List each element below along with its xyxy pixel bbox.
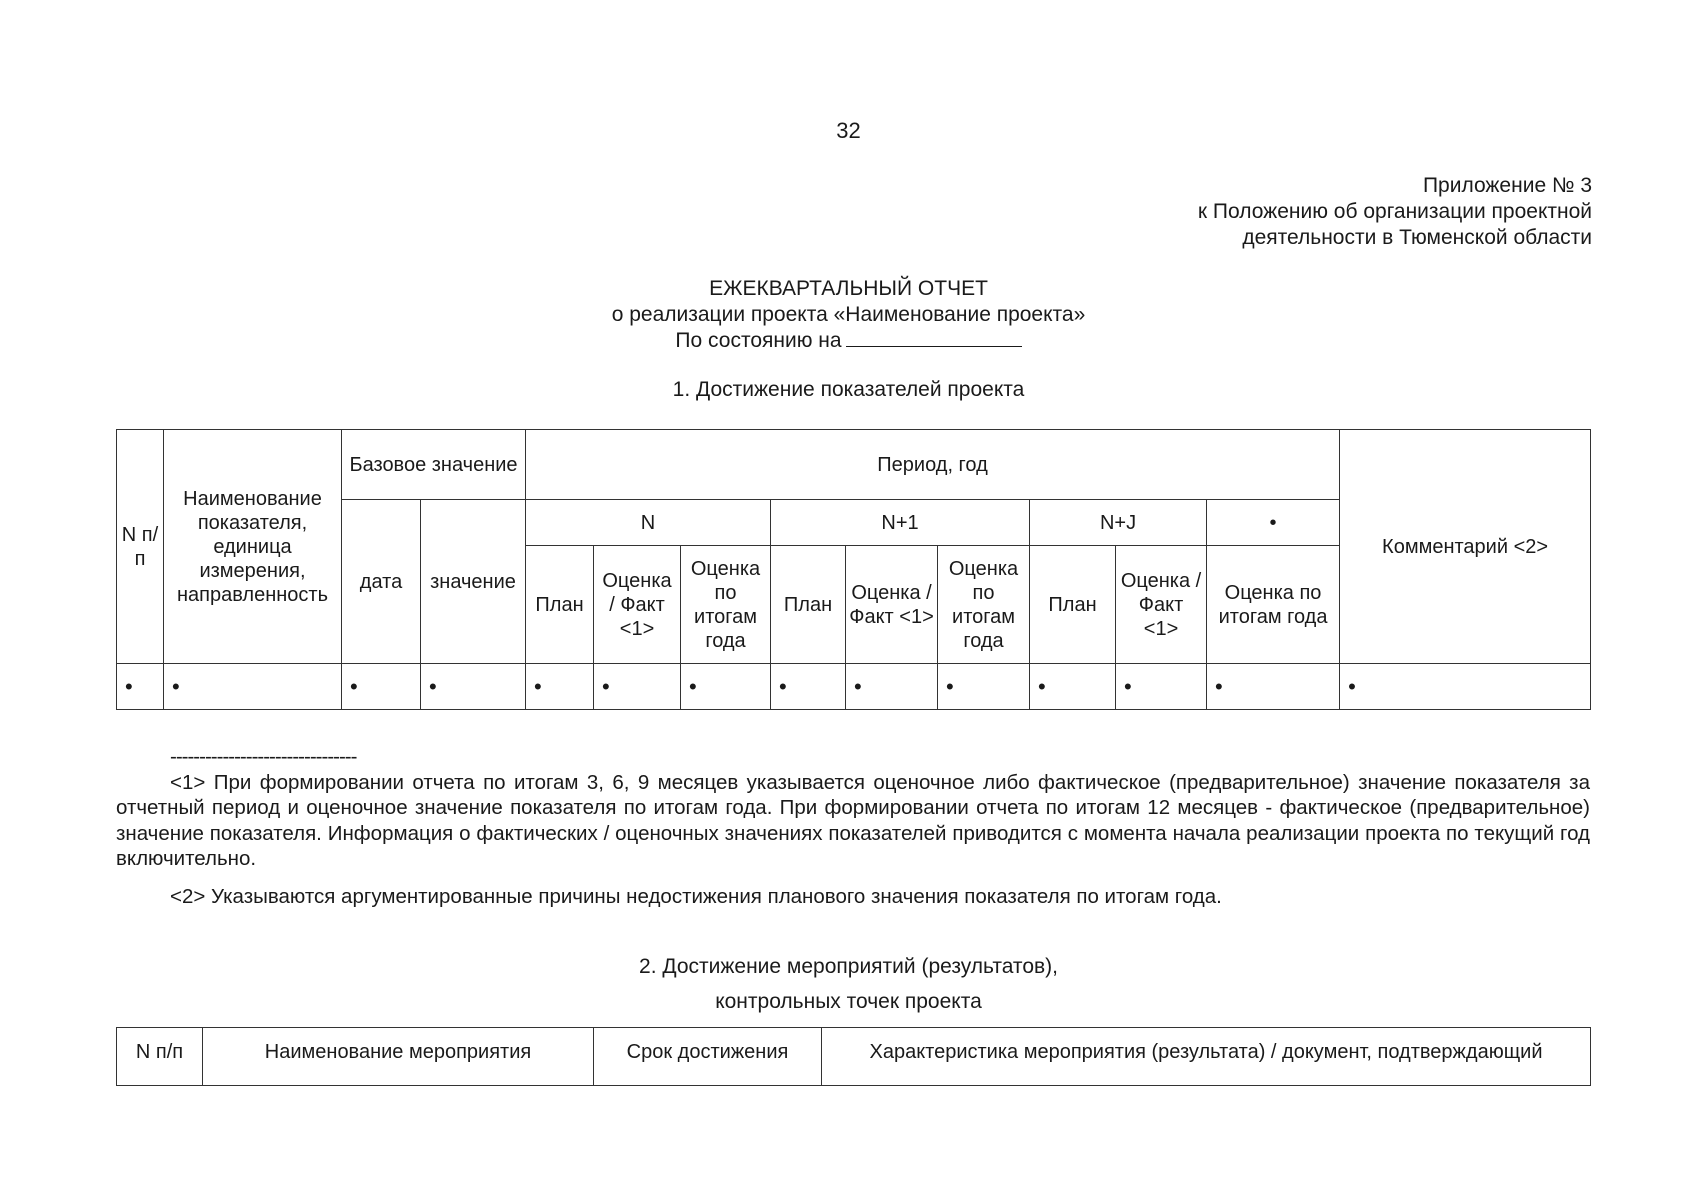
header-base-val: значение	[421, 500, 526, 664]
activities-header-row	[117, 1028, 1591, 1086]
header-n-estimate-fact: Оценка / Факт <1>	[594, 546, 681, 664]
header-year-n1: N+1	[771, 500, 1030, 546]
header-indicator-name: Наименование показателя, единица измерения, направленность	[164, 430, 342, 664]
report-date-line	[0, 328, 1697, 354]
table-cell: •	[1116, 664, 1207, 710]
section-1-title: 1. Достижение показателей проекта	[672, 378, 1025, 401]
header-nj-plan: План	[1030, 546, 1116, 664]
header-year-n: N	[526, 500, 771, 546]
header-nj-estimate-fact: Оценка / Факт <1>	[1116, 546, 1207, 664]
footnotes	[116, 744, 1590, 909]
table-cell: •	[1207, 664, 1340, 710]
header-year-nj: N+J	[1030, 500, 1207, 546]
page-number: 32	[836, 118, 861, 143]
table-cell: •	[938, 664, 1030, 710]
header-activity-name: Наименование мероприятия	[203, 1028, 594, 1086]
section-2-title-line-1: 2. Достижение мероприятий (результатов),	[639, 955, 1058, 978]
table-cell: •	[342, 664, 421, 710]
header-num: N п/п	[117, 430, 164, 664]
header-n-plan: План	[526, 546, 594, 664]
header-base-date: дата	[342, 500, 421, 664]
appendix-line-2: к Положению об организации проектной	[1197, 200, 1592, 223]
table-cell: •	[421, 664, 526, 710]
header-n1-plan: План	[771, 546, 846, 664]
footnote-2: <2> Указываются аргументированные причины недостижения планового значения показателя по итогам года.	[170, 884, 1222, 908]
table-header-row-1	[117, 430, 1591, 500]
header-n-estimate-year: Оценка по итогам года	[681, 546, 771, 664]
header-activity-deadline: Срок достижения	[594, 1028, 822, 1086]
report-date-blank	[846, 328, 1022, 347]
table-cell: •	[594, 664, 681, 710]
header-comment: Комментарий <2>	[1340, 430, 1591, 664]
report-title-line-1: ЕЖЕКВАРТАЛЬНЫЙ ОТЧЕТ	[709, 277, 988, 300]
header-activity-num: N п/п	[117, 1028, 203, 1086]
appendix-line-3: деятельности в Тюменской области	[1242, 226, 1592, 249]
header-year-bullet: •	[1207, 500, 1340, 546]
indicators-table	[116, 429, 1591, 710]
activities-table	[116, 1027, 1591, 1086]
section-2-title-line-2: контрольных точек проекта	[715, 990, 982, 1013]
report-date-label: По состоянию на	[675, 329, 842, 352]
header-n1-estimate-fact: Оценка / Факт <1>	[846, 546, 938, 664]
table-cell: •	[1030, 664, 1116, 710]
table-cell: •	[164, 664, 342, 710]
appendix-line-1: Приложение № 3	[1422, 174, 1592, 197]
table-cell: •	[771, 664, 846, 710]
header-bullet-estimate-year: Оценка по итогам года	[1207, 546, 1340, 664]
header-activity-characteristic: Характеристика мероприятия (результата) / документ, подтверждающий	[822, 1028, 1591, 1086]
table-cell: •	[526, 664, 594, 710]
table-cell: •	[681, 664, 771, 710]
header-period: Период, год	[526, 430, 1340, 500]
table-cell: •	[1340, 664, 1591, 710]
table-row	[117, 664, 1591, 710]
footnote-separator: --------------------------------	[170, 745, 357, 768]
report-title-line-2: о реализации проекта «Наименование проекта»	[611, 303, 1086, 326]
appendix-reference	[1198, 173, 1592, 251]
table-cell: •	[846, 664, 938, 710]
header-base-value: Базовое значение	[342, 430, 526, 500]
footnote-1: <1> При формировании отчета по итогам 3, 6, 9 месяцев указывается оценочное либо фактическое (предварительное) значение показателя за отчетный период и оценочное значение показателя по итогам года. При формировании отчета по итогам 12 месяцев - фактическое (предварительное) значение показателя. Информация о фактических / оценочных значениях показателей приводится с момента начала реализации проекта по текущий год включительно.	[116, 770, 1590, 870]
table-cell: •	[117, 664, 164, 710]
header-n1-estimate-year: Оценка по итогам года	[938, 546, 1030, 664]
report-title	[0, 276, 1697, 354]
